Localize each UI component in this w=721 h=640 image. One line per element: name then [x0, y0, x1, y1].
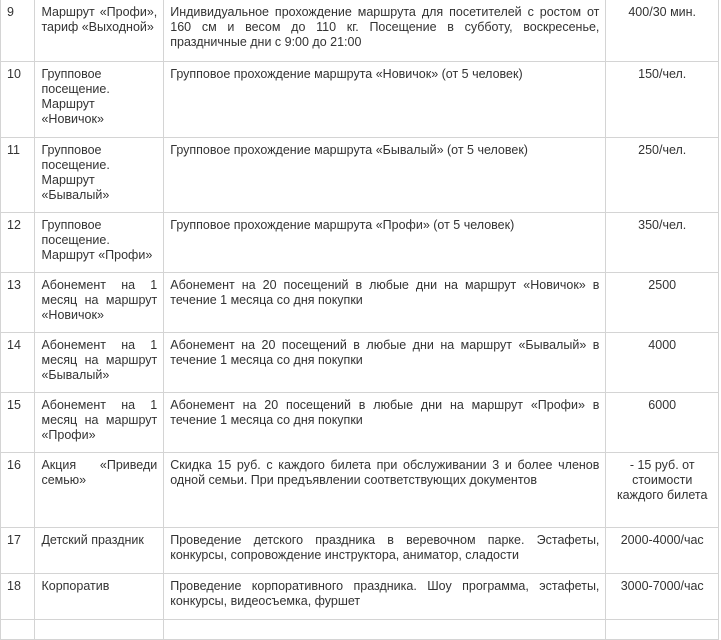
service-description: Абонемент на 20 посещений в любые дни на маршрут «Новичок» в течение 1 месяца со дня покупки: [164, 273, 606, 333]
service-price: 2000-4000/час: [606, 528, 719, 574]
service-name: Маршрут «Профи», тариф «Выходной»: [35, 0, 164, 62]
row-number: [1, 620, 35, 640]
service-description: [164, 620, 606, 640]
row-number: 18: [1, 574, 35, 620]
row-number: 9: [1, 0, 35, 62]
row-number: 14: [1, 333, 35, 393]
service-price: 4000: [606, 333, 719, 393]
table-row: [1, 333, 719, 393]
row-number: 10: [1, 62, 35, 138]
table-row: [1, 0, 719, 62]
row-number: 12: [1, 213, 35, 273]
service-name: [35, 620, 164, 640]
table-row: [1, 273, 719, 333]
service-name: Групповое посещение. Маршрут «Бывалый»: [35, 138, 164, 213]
service-name: Детский праздник: [35, 528, 164, 574]
service-price: 150/чел.: [606, 62, 719, 138]
table-row-partial: [1, 620, 719, 640]
service-name: Абонемент на 1 месяц на маршрут «Профи»: [35, 393, 164, 453]
service-description: Скидка 15 руб. с каждого билета при обслуживании 3 и более членов одной семьи. При предъявлении соответствующих документов: [164, 453, 606, 528]
service-description: Групповое прохождение маршрута «Бывалый» (от 5 человек): [164, 138, 606, 213]
service-price: - 15 руб. от стоимости каждого билета: [606, 453, 719, 528]
service-description: Групповое прохождение маршрута «Профи» (от 5 человек): [164, 213, 606, 273]
service-name: Групповое посещение. Маршрут «Профи»: [35, 213, 164, 273]
service-name: Абонемент на 1 месяц на маршрут «Бывалый»: [35, 333, 164, 393]
table-row: [1, 138, 719, 213]
service-price: 350/чел.: [606, 213, 719, 273]
service-name: Акция «Приведи семью»: [35, 453, 164, 528]
table-row: [1, 453, 719, 528]
table-row: [1, 393, 719, 453]
row-number: 15: [1, 393, 35, 453]
service-description: Групповое прохождение маршрута «Новичок» (от 5 человек): [164, 62, 606, 138]
row-number: 13: [1, 273, 35, 333]
service-price: 6000: [606, 393, 719, 453]
service-name: Групповое посещение. Маршрут «Новичок»: [35, 62, 164, 138]
table-row: [1, 528, 719, 574]
service-name: Корпоратив: [35, 574, 164, 620]
row-number: 17: [1, 528, 35, 574]
service-price: 3000-7000/час: [606, 574, 719, 620]
table-row: [1, 62, 719, 138]
service-name: Абонемент на 1 месяц на маршрут «Новичок»: [35, 273, 164, 333]
row-number: 16: [1, 453, 35, 528]
service-description: Абонемент на 20 посещений в любые дни на маршрут «Бывалый» в течение 1 месяца со дня покупки: [164, 333, 606, 393]
service-price: 400/30 мин.: [606, 0, 719, 62]
service-description: Проведение корпоративного праздника. Шоу программа, эстафеты, конкурсы, видеосъемка, фуршет: [164, 574, 606, 620]
service-price: [606, 620, 719, 640]
service-price: 2500: [606, 273, 719, 333]
service-description: Проведение детского праздника в веревочном парке. Эстафеты, конкурсы, сопровождение инструктора, аниматор, сладости: [164, 528, 606, 574]
service-description: Абонемент на 20 посещений в любые дни на маршрут «Профи» в течение 1 месяца со дня покупки: [164, 393, 606, 453]
service-description: Индивидуальное прохождение маршрута для посетителей с ростом от 160 см и весом до 110 кг. Посещение в субботу, воскресенье, праздничные дни с 9:00 до 21:00: [164, 0, 606, 62]
table-row: [1, 574, 719, 620]
row-number: 11: [1, 138, 35, 213]
service-price: 250/чел.: [606, 138, 719, 213]
table-row: [1, 213, 719, 273]
